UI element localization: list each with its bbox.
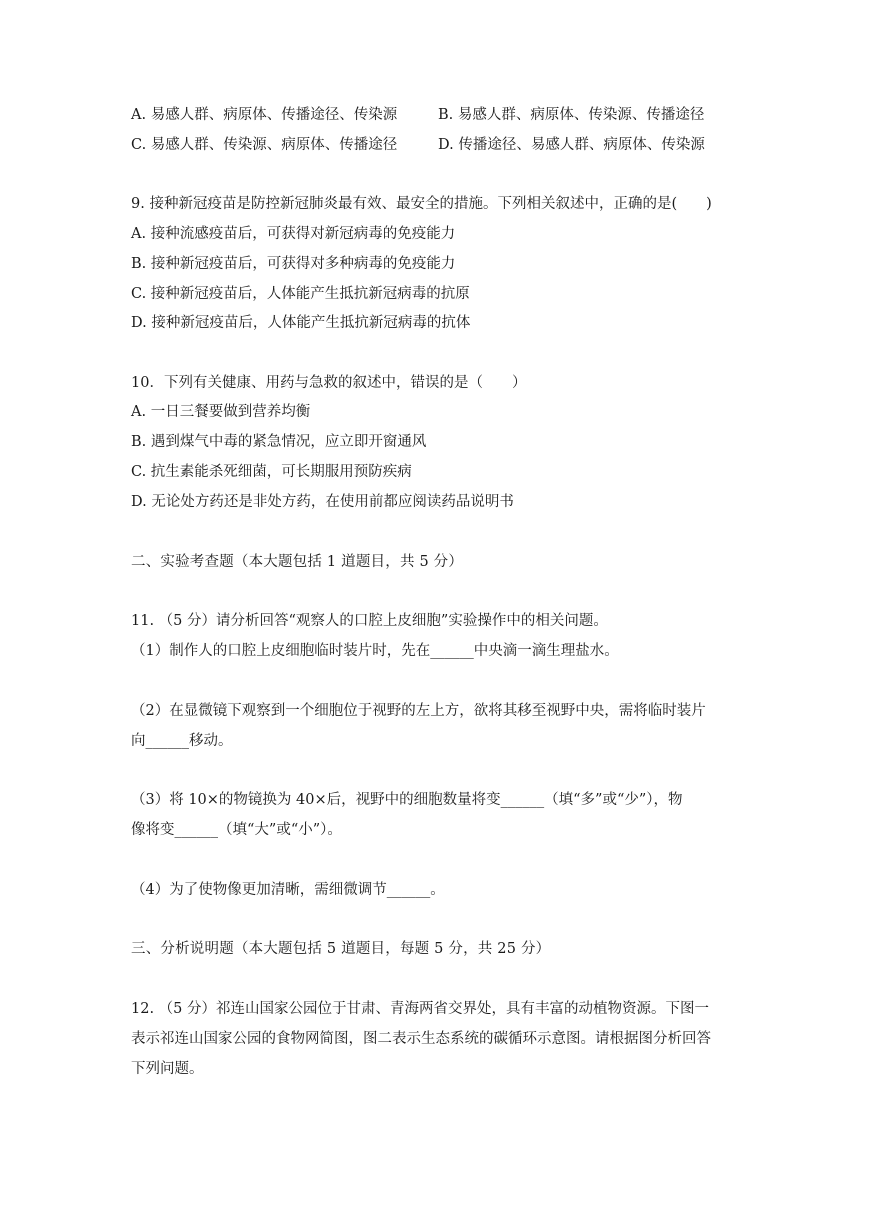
- section-heading-analysis: 三、分析说明题（本大题包括 5 道题目，每题 5 分，共 25 分）: [131, 941, 551, 957]
- q10-option-d: D. 无论处方药还是非处方药，在使用前都应阅读药品说明书: [131, 494, 514, 510]
- q9-stem: 9. 接种新冠疫苗是防控新冠肺炎最有效、最安全的措施。下列相关叙述中，正确的是( ): [131, 196, 712, 212]
- section-heading-experiment: 二、实验考查题（本大题包括 1 道题目，共 5 分）: [131, 554, 464, 570]
- q11-part-3-line-1: （3）将 10×的物镜换为 40×后，视野中的细胞数量将变______（填“多”或“少”），物: [131, 792, 683, 808]
- q11-part-2-line-2: 向______移动。: [131, 733, 233, 749]
- q10-option-a: A. 一日三餐要做到营养均衡: [131, 404, 311, 420]
- q9-option-d: D. 接种新冠疫苗后，人体能产生抵抗新冠病毒的抗体: [131, 315, 471, 331]
- q11-part-4: （4）为了使物像更加清晰，需细微调节______。: [131, 882, 445, 898]
- q8-option-a: A. 易感人群、病原体、传播途径、传染源: [131, 107, 398, 123]
- q8-option-c: C. 易感人群、传染源、病原体、传播途径: [131, 137, 398, 153]
- q11-part-3-line-2: 像将变______（填“大”或“小”）。: [131, 822, 342, 838]
- q12-line-2: 表示祁连山国家公园的食物网简图，图二表示生态系统的碳循环示意图。请根据图分析回答: [131, 1031, 711, 1047]
- q8-option-b: B. 易感人群、病原体、传染源、传播途径: [438, 107, 705, 123]
- q10-stem: 10．下列有关健康、用药与急救的叙述中，错误的是（ ）: [131, 375, 527, 391]
- q9-option-c: C. 接种新冠疫苗后，人体能产生抵抗新冠病毒的抗原: [131, 286, 470, 302]
- q10-option-b: B. 遇到煤气中毒的紧急情况，应立即开窗通风: [131, 434, 427, 450]
- q12-line-1: 12. （5 分）祁连山国家公园位于甘肃、青海两省交界处，具有丰富的动植物资源。下图一: [131, 1001, 709, 1017]
- q8-option-d: D. 传播途径、易感人群、病原体、传染源: [438, 137, 705, 153]
- q10-option-c: C. 抗生素能杀死细菌，可长期服用预防疾病: [131, 464, 412, 480]
- q9-option-b: B. 接种新冠疫苗后，可获得对多种病毒的免疫能力: [131, 256, 456, 272]
- q9-option-a: A. 接种流感疫苗后，可获得对新冠病毒的免疫能力: [131, 226, 456, 242]
- q11-part-2-line-1: （2）在显微镜下观察到一个细胞位于视野的左上方，欲将其移至视野中央，需将临时装片: [131, 703, 706, 719]
- q11-part-1: （1）制作人的口腔上皮细胞临时装片时，先在______中央滴一滴生理盐水。: [131, 643, 619, 659]
- q12-line-3: 下列问题。: [131, 1061, 204, 1077]
- q11-stem: 11. （5 分）请分析回答“观察人的口腔上皮细胞”实验操作中的相关问题。: [131, 613, 608, 629]
